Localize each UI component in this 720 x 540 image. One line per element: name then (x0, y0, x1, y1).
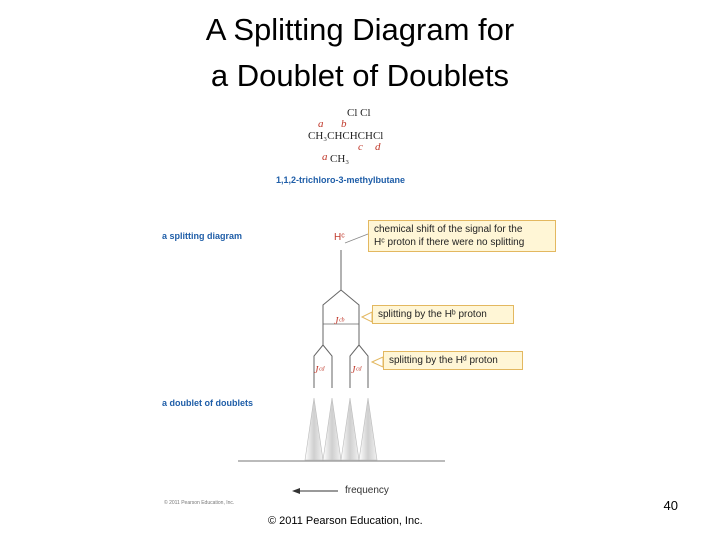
label-c: c (358, 141, 363, 153)
jcd-branch-2 (323, 345, 332, 388)
jcd-label-left: Jᶜᵈ (314, 365, 325, 376)
image-copyright-small: © 2011 Pearson Education, Inc. (164, 500, 235, 506)
label-d: d (375, 141, 381, 153)
molecule-chlorines: Cl Cl (347, 107, 371, 119)
peak-4 (359, 398, 377, 460)
slide-title-line-2: a Doublet of Doublets (210, 58, 510, 93)
callout-splitting-hd: splitting by the Hᵈ proton (383, 351, 523, 370)
doublet-of-doublets-label: a doublet of doublets (162, 398, 253, 408)
hc-label: Hᶜ (334, 232, 345, 243)
label-a-top: a (318, 118, 324, 130)
molecule-main-chain: CH₃CHCHCHCl (308, 130, 384, 142)
callout-1-pointer (345, 234, 368, 243)
callout-chemical-shift (368, 220, 556, 252)
callout-2-pointer (362, 312, 372, 322)
frequency-arrow-head (292, 488, 300, 494)
frequency-label: frequency (345, 485, 389, 496)
callout-splitting-hb: splitting by the Hᵇ proton (372, 305, 514, 324)
peak-1 (305, 398, 323, 460)
splitting-diagram-label: a splitting diagram (162, 231, 243, 241)
jcb-label: Jᶜᵇ (334, 316, 344, 327)
label-b: b (341, 118, 347, 130)
callout-chemical-shift-line-2: Hᶜ proton if there were no splitting (374, 237, 525, 248)
slide-number: 40 (663, 498, 678, 513)
molecule-branch: CH₃ (330, 153, 350, 165)
callout-chemical-shift-line-1: chemical shift of the signal for the (374, 224, 523, 235)
peak-3 (341, 398, 359, 460)
molecule-name: 1,1,2-trichloro-3-methylbutane (276, 175, 406, 185)
jcd-label-right: Jᶜᵈ (351, 365, 362, 376)
slide-title-line-1: A Splitting Diagram for (205, 12, 515, 47)
label-a-bottom: a (322, 151, 328, 163)
peak-2 (323, 398, 341, 460)
copyright-footer: © 2011 Pearson Education, Inc. (268, 515, 423, 527)
callout-3-pointer (372, 357, 383, 367)
